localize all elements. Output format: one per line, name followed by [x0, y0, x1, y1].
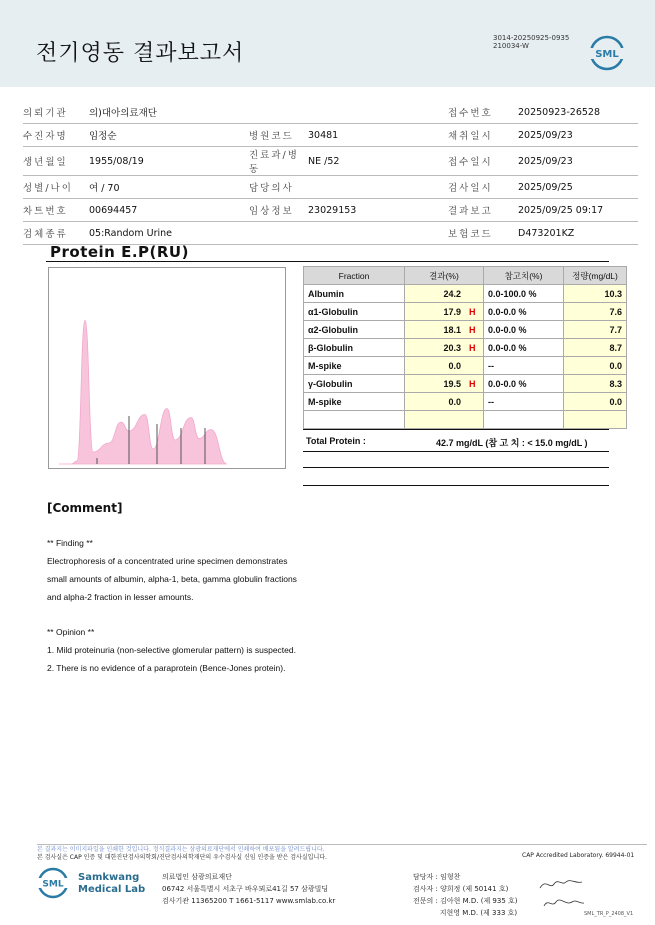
info-value: D473201KZ — [518, 222, 638, 245]
info-value: 2025/09/25 09:17 — [518, 199, 638, 222]
result-value: 0.0 — [448, 396, 461, 407]
fraction-quantity: 8.3 — [564, 375, 627, 393]
info-row — [23, 124, 638, 147]
info-label: 검체종류 — [23, 222, 89, 245]
high-flag: H — [469, 378, 476, 389]
fraction-result — [405, 375, 484, 393]
finding-line-1: Electrophoresis of a concentrated urine specimen demonstrates — [47, 556, 288, 566]
fraction-result — [405, 411, 484, 429]
form-id: SML_TR_P_2408_V1 — [584, 911, 634, 917]
footer-staff — [413, 871, 518, 919]
fraction-reference: 0.0-0.0 % — [484, 339, 564, 357]
info-value: 2025/09/23 — [518, 147, 638, 176]
patient-info-table — [23, 101, 638, 245]
fraction-result — [405, 285, 484, 303]
electrophoresis-svg — [49, 268, 285, 468]
fraction-reference: -- — [484, 357, 564, 375]
sml-footer-logo-icon — [37, 867, 69, 899]
fraction-name: α1-Globulin — [304, 303, 405, 321]
high-flag: H — [469, 306, 476, 317]
page-title: 전기영동 결과보고서 — [36, 41, 245, 66]
info-label: 수진자명 — [23, 124, 89, 147]
info-value: 1955/08/19 — [89, 147, 249, 176]
finding-line-3: and alpha-2 fraction in lesser amounts. — [47, 592, 194, 602]
result-value: 18.1 — [443, 324, 461, 335]
fraction-reference: 0.0-0.0 % — [484, 321, 564, 339]
info-label: 채취일시 — [448, 124, 518, 147]
fraction-quantity: 0.0 — [564, 393, 627, 411]
info-label: 병원코드 — [249, 124, 308, 147]
finding-heading: ** Finding ** — [47, 538, 93, 548]
fraction-name: γ-Globulin — [304, 375, 405, 393]
fraction-row — [304, 285, 627, 303]
info-label: 성별/나이 — [23, 176, 89, 199]
section-title: Protein E.P(RU) — [50, 243, 189, 261]
staff-line-1: 담당자 : 임형찬 — [413, 873, 461, 881]
fraction-result — [405, 357, 484, 375]
staff-line-4: 지현영 M.D. (제 333 호) — [413, 909, 518, 917]
result-value: 0.0 — [448, 360, 461, 371]
col-fraction: Fraction — [304, 267, 405, 285]
info-value: 30481 — [308, 124, 448, 147]
fraction-reference: 0.0-0.0 % — [484, 303, 564, 321]
svg-text:SML: SML — [42, 879, 64, 890]
info-label: 접수일시 — [448, 147, 518, 176]
result-value: 19.5 — [443, 378, 461, 389]
fraction-reference: 0.0-100.0 % — [484, 285, 564, 303]
fraction-result — [405, 393, 484, 411]
info-row — [23, 199, 638, 222]
result-value: 24.2 — [443, 288, 461, 299]
footer-notice-1: 본 결과지는 이미지파일을 인쇄한 것입니다. 정식결과지는 삼광의료재단에서 인쇄하여 배포됨을 알려드립니다. — [37, 846, 325, 853]
sml-logo-icon — [589, 35, 625, 71]
finding-line-2: small amounts of albumin, alpha-1, beta, gamma globulin fractions — [47, 574, 297, 584]
fraction-row — [304, 393, 627, 411]
info-value — [308, 176, 448, 199]
fraction-result — [405, 339, 484, 357]
info-label: 검사일시 — [448, 176, 518, 199]
cap-accreditation: CAP Accredited Laboratory. 69944-01 — [522, 852, 635, 859]
fraction-quantity: 0.0 — [564, 357, 627, 375]
fraction-name: Albumin — [304, 285, 405, 303]
contact: 검사기관 11365200 T 1661-5117 www.smlab.co.kr — [162, 897, 336, 905]
fraction-row — [304, 375, 627, 393]
info-value: 의)대아의료재단 — [89, 101, 249, 124]
logo-text: SML — [595, 49, 619, 60]
info-value: 20250923-26528 — [518, 101, 638, 124]
info-row — [23, 147, 638, 176]
info-label: 차트번호 — [23, 199, 89, 222]
result-value: 17.9 — [443, 306, 461, 317]
report-id-line2: 210034-W — [493, 42, 529, 50]
comment-heading: [Comment] — [47, 501, 123, 515]
total-rule-top — [303, 429, 609, 430]
fraction-row — [304, 411, 627, 429]
info-row — [23, 101, 638, 124]
info-value: 임정순 — [89, 124, 249, 147]
info-value: 2025/09/25 — [518, 176, 638, 199]
brand-line-1: Samkwang — [78, 872, 140, 883]
total-rule-1 — [303, 451, 609, 452]
fraction-result — [405, 303, 484, 321]
section-rule — [46, 261, 609, 262]
col-result: 결과(%) — [405, 267, 484, 285]
info-label — [249, 101, 308, 124]
info-value: NE /52 — [308, 147, 448, 176]
brand-line-2: Medical Lab — [78, 884, 146, 895]
footer-notice-2: 본 검사실은 CAP 인증 및 대한진단검사의학회/진단검사의학재단의 우수검사실 신임 인증을 받은 검사실입니다. — [37, 854, 327, 861]
fraction-reference: -- — [484, 393, 564, 411]
total-protein-label: Total Protein : — [306, 436, 366, 446]
fraction-row — [304, 339, 627, 357]
fraction-reference: 0.0-0.0 % — [484, 375, 564, 393]
info-value: 2025/09/23 — [518, 124, 638, 147]
info-label: 접수번호 — [448, 101, 518, 124]
total-protein-value: 42.7 mg/dL (참 고 치 : < 15.0 mg/dL ) — [436, 438, 588, 448]
electrophoresis-curve — [59, 320, 227, 464]
report-id — [493, 34, 569, 50]
col-quantity: 정량(mg/dL) — [564, 267, 627, 285]
info-label: 담당의사 — [249, 176, 308, 199]
info-row — [23, 176, 638, 199]
fraction-name: β-Globulin — [304, 339, 405, 357]
staff-line-2: 검사자 : 양희정 (제 50141 호) — [413, 885, 509, 893]
fraction-quantity — [564, 411, 627, 429]
result-value: 20.3 — [443, 342, 461, 353]
fraction-table — [303, 266, 627, 429]
high-flag: H — [469, 324, 476, 335]
opinion-heading: ** Opinion ** — [47, 627, 95, 637]
signature-icon — [536, 876, 586, 912]
org-name: 의료법인 삼광의료재단 — [162, 873, 232, 881]
info-value: 00694457 — [89, 199, 249, 222]
fraction-quantity: 8.7 — [564, 339, 627, 357]
opinion-line-2: 2. There is no evidence of a paraprotein (Bence-Jones protein). — [47, 663, 286, 673]
info-value: 여 / 70 — [89, 176, 249, 199]
footer-brand — [78, 872, 145, 896]
address: 06742 서울특별시 서초구 바우뫼로41길 57 삼광빌딩 — [162, 885, 329, 893]
info-label: 진료과/병동 — [249, 147, 308, 176]
fraction-name: M-spike — [304, 357, 405, 375]
total-rule-2 — [303, 467, 609, 468]
high-flag: H — [469, 342, 476, 353]
fraction-quantity: 7.7 — [564, 321, 627, 339]
fraction-name: α2-Globulin — [304, 321, 405, 339]
fraction-row — [304, 303, 627, 321]
fraction-quantity: 7.6 — [564, 303, 627, 321]
fraction-name: M-spike — [304, 393, 405, 411]
info-label: 의뢰기관 — [23, 101, 89, 124]
fraction-row — [304, 357, 627, 375]
info-value: 05:Random Urine — [89, 222, 249, 245]
info-label: 임상정보 — [249, 199, 308, 222]
footer-address — [162, 871, 335, 907]
opinion-line-1: 1. Mild proteinuria (non-selective glomerular pattern) is suspected. — [47, 645, 296, 655]
info-value — [308, 101, 448, 124]
staff-line-3: 전문의 : 김아현 M.D. (제 935 호) — [413, 897, 518, 905]
info-label: 생년월일 — [23, 147, 89, 176]
info-value — [308, 222, 448, 245]
fraction-reference — [484, 411, 564, 429]
info-label: 결과보고 — [448, 199, 518, 222]
fraction-quantity: 10.3 — [564, 285, 627, 303]
info-row — [23, 222, 638, 245]
total-rule-3 — [303, 485, 609, 486]
fraction-name — [304, 411, 405, 429]
info-value: 23029153 — [308, 199, 448, 222]
fraction-result — [405, 321, 484, 339]
fraction-row — [304, 321, 627, 339]
electrophoresis-chart — [48, 267, 286, 469]
info-label — [249, 222, 308, 245]
info-label: 보험코드 — [448, 222, 518, 245]
report-id-line1: 3014-20250925-0935 — [493, 34, 570, 42]
col-reference: 참고치(%) — [484, 267, 564, 285]
